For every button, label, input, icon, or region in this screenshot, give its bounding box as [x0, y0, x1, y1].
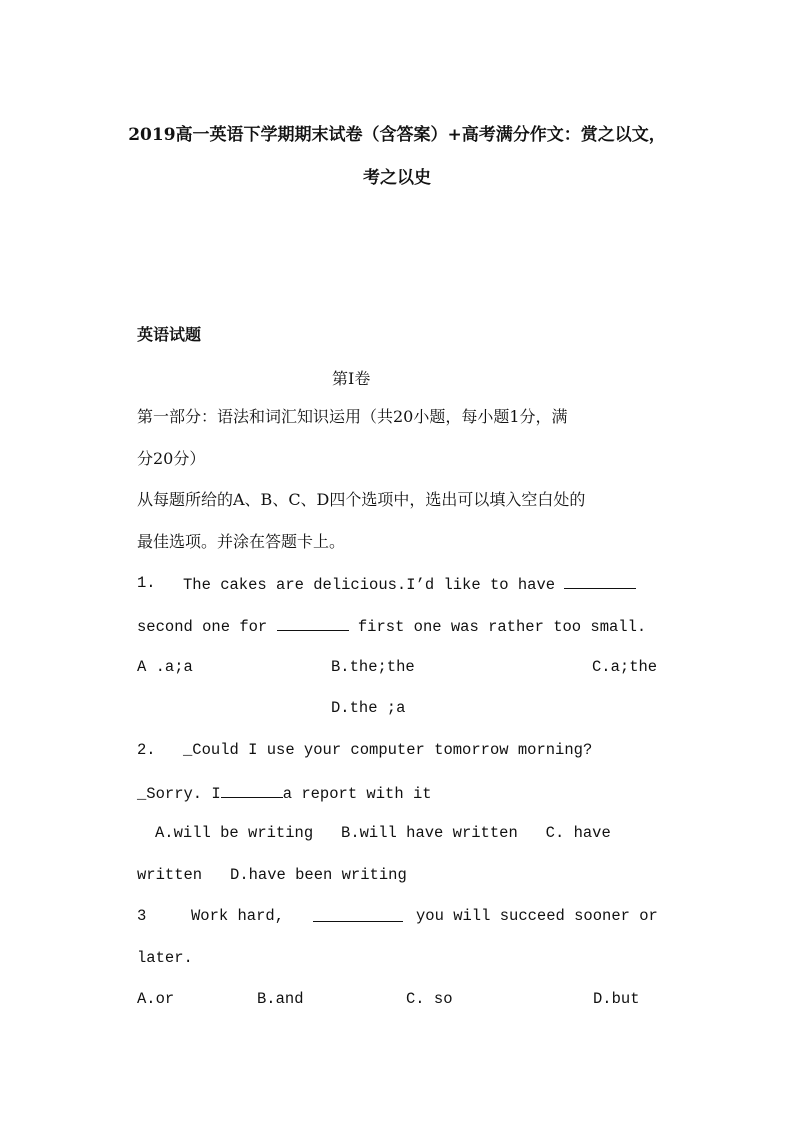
q1-blank-1 [564, 574, 636, 589]
q1-option-a: A .a;a [137, 658, 193, 676]
q3-blank-wrap [313, 907, 403, 926]
section-heading: 英语试题 [137, 325, 202, 344]
q3-text-b: later. [137, 949, 193, 967]
volume-heading: 第Ⅰ卷 [332, 369, 371, 388]
q3-option-a: A.or [137, 990, 175, 1008]
q1-number: 1. [137, 574, 156, 592]
instructions-line-2: 最佳选项。并涂在答题卡上。 [137, 532, 346, 551]
document-title-line-1: 2019高一英语下学期期末试卷（含答案）+高考满分作文：赏之以文， [128, 125, 666, 145]
q3-text-a1: Work hard, [191, 907, 285, 925]
q1-option-b: B.the;the [331, 658, 415, 676]
q2-number: 2. [137, 741, 156, 759]
document-title-line-2: 考之以史 [363, 168, 431, 188]
q2-options-line-2: written D.have been writing [137, 866, 407, 884]
q3-option-d: D.but [593, 990, 640, 1008]
q1-option-c: C.a;the [592, 658, 658, 676]
q1-text-c: first one was rather too small. [357, 618, 647, 636]
q1-text-b: second one for [137, 618, 268, 636]
q2-blank [221, 783, 283, 798]
q2-text-line-2 [137, 783, 432, 803]
q3-option-c: C. so [406, 990, 453, 1008]
q1-text-a: The cakes are delicious.I’d like to have [183, 576, 556, 594]
part-heading-line-2: 分20分） [137, 449, 206, 468]
q3-blank [313, 907, 403, 922]
q2-text-b2: a report with it [282, 785, 432, 803]
q2-text-a: _Could I use your computer tomorrow morning? [183, 741, 593, 759]
q1-option-d: D.the ;a [331, 699, 406, 717]
q3-number: 3 [137, 907, 147, 925]
instructions-line-1: 从每题所给的A、B、C、D四个选项中，选出可以填入空白处的 [137, 490, 586, 509]
q2-options-line-1: A.will be writing B.will have written C. have [155, 824, 611, 842]
q3-option-b: B.and [257, 990, 304, 1008]
q1-blank-2 [277, 616, 349, 631]
q1-text-line-2 [137, 616, 646, 636]
q3-text-a2: you will succeed sooner or [416, 907, 658, 925]
q1-text [183, 574, 636, 594]
part-heading-line-1: 第一部分：语法和词汇知识运用（共20小题，每小题1分，满 [137, 407, 568, 426]
q2-text-b1: _Sorry. I [137, 785, 221, 803]
